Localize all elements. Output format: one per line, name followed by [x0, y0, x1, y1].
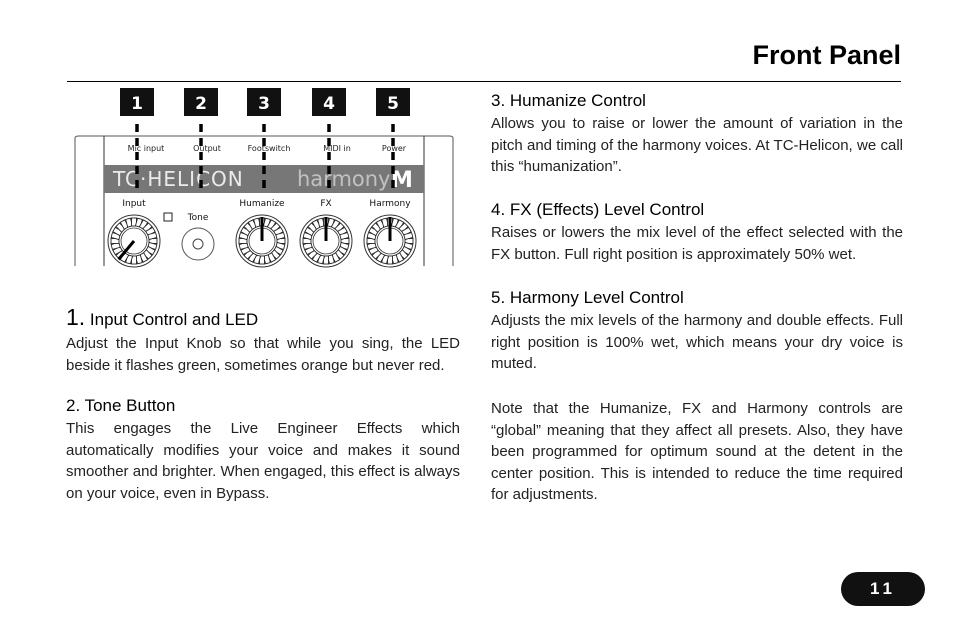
title-rule — [67, 81, 901, 82]
callout-number-4: 4 — [323, 94, 335, 114]
section-body: Allows you to raise or lower the amount of variation in the pitch and timing of the harmony voices. At TC-Helicon, we call this “humanization”. — [491, 115, 903, 175]
label-output: Output — [193, 144, 221, 153]
label-input: Input — [122, 199, 146, 209]
label-power: Power — [381, 144, 407, 153]
callout-number-5: 5 — [387, 94, 399, 114]
section-body: Adjusts the mix levels of the harmony and double effects. Full right position is 100% wet, which means your dry voice is muted. — [491, 312, 903, 372]
input-knob[interactable] — [108, 215, 160, 267]
product-logo: harmony — [297, 167, 391, 191]
callout-number-3: 3 — [258, 94, 270, 114]
humanize-knob[interactable] — [236, 215, 288, 267]
fx-knob[interactable] — [300, 215, 352, 267]
section-heading: 2. Tone Button — [66, 396, 176, 415]
section-body: Adjust the Input Knob so that while you sing, the LED beside it flashes green, sometimes orange but never red. — [66, 335, 460, 374]
section-tone-button — [66, 396, 460, 504]
page-title: Front Panel — [752, 40, 901, 70]
page-number: 11 — [841, 572, 925, 606]
section-heading: 1. Input Control and LED — [66, 304, 259, 330]
note-text: Note that the Humanize, FX and Harmony controls are “global” meaning that they affect all presets. Also, they have been programmed for optimum sound at the detent in the center position. This is intended to reduce the time required for adjustments. — [491, 400, 903, 503]
label-harmony: Harmony — [369, 199, 411, 209]
label-humanize: Humanize — [239, 199, 285, 209]
label-mic-input: Mic input — [127, 144, 165, 153]
label-tone: Tone — [187, 213, 209, 223]
harmony-knob[interactable] — [364, 215, 416, 267]
front-panel-illustration — [67, 86, 467, 276]
section-body: This engages the Live Engineer Effects which automatically modifies your voice and makes it sound smoother and brighter. When engaged, this effect is always on your voice, even in Bypass. — [66, 420, 460, 502]
input-led — [164, 213, 172, 221]
section-humanize-control — [491, 91, 903, 178]
label-footswitch: Footswitch — [247, 144, 291, 153]
section-fx-level-control — [491, 200, 903, 265]
brand-logo: TC·HELICON — [113, 167, 244, 191]
section-heading: 3. Humanize Control — [491, 91, 646, 110]
label-midi-in: MIDI in — [323, 144, 351, 153]
label-fx: FX — [320, 199, 332, 209]
callout-number-1: 1 — [131, 94, 143, 114]
product-logo-suffix: M — [391, 168, 413, 193]
section-heading: 4. FX (Effects) Level Control — [491, 200, 705, 219]
callout-number-2: 2 — [195, 94, 207, 114]
section-note — [491, 396, 903, 506]
section-heading: 5. Harmony Level Control — [491, 288, 684, 307]
section-body: Raises or lowers the mix level of the effect selected with the FX button. Full right position is approximately 50% wet. — [491, 224, 903, 263]
section-harmony-level-control — [491, 288, 903, 375]
section-input-control — [66, 304, 460, 376]
